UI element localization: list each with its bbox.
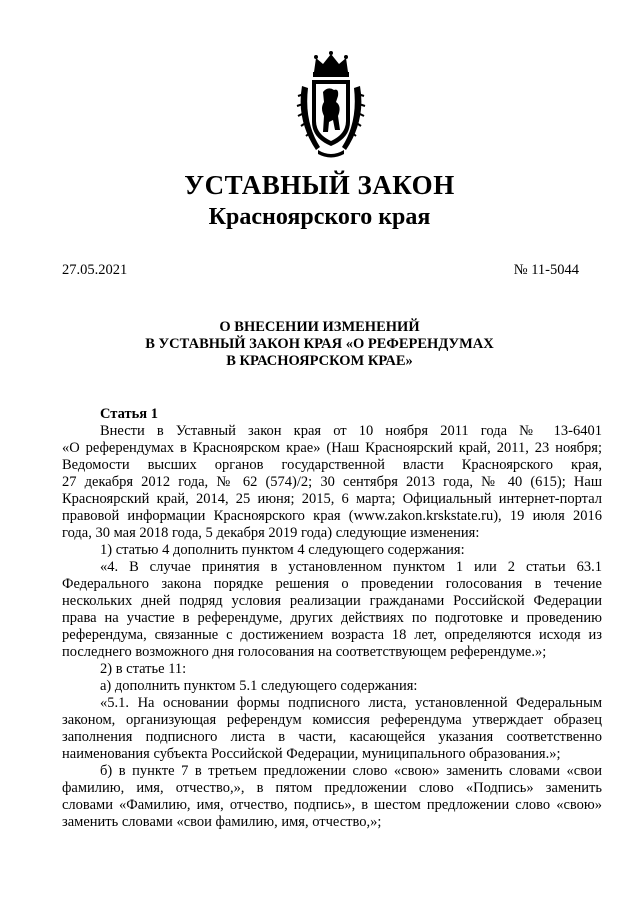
body-line: 2) в статье 11: (100, 661, 187, 677)
body-line: б) в пункте 7 в третьем предложении слово «свою» заменить словами «свои (100, 763, 602, 779)
body-line: 27 декабря 2012 года, № 62 (574)/2; 30 сентября 2013 года, № 40 (615); Наш (62, 474, 602, 490)
body-line: года, 30 мая 2018 года, 5 декабря 2019 года) следующие изменения: (62, 525, 480, 541)
title-line: О ВНЕСЕНИИ ИЗМЕНЕНИЙ (219, 319, 420, 335)
body-line: наименования субъекта Российской Федерации, муниципального образования.»; (62, 746, 561, 762)
title-line: В УСТАВНЫЙ ЗАКОН КРАЯ «О РЕФЕРЕНДУМАХ (145, 336, 494, 352)
law-type-heading: УСТАВНЫЙ ЗАКОН (184, 170, 455, 200)
document-title (0, 319, 639, 370)
body-line: а) дополнить пунктом 5.1 следующего содержания: (100, 678, 418, 694)
body-line: права на участие в референдуме, других действиях по подготовке и проведению (62, 610, 602, 626)
body-line: «5.1. На основании формы подписного листа, установленной Федеральным (100, 695, 602, 711)
article-heading: Статья 1 (100, 406, 158, 422)
body-line: Ведомости высших органов государственной власти Красноярского края, (62, 457, 602, 473)
body-line: правовой информации Красноярского края (www.zakon.krskstate.ru), 19 июля 2016 (62, 508, 602, 524)
law-date: 27.05.2021 (62, 262, 128, 278)
body-line: Внести в Уставный закон края от 10 ноября 2011 года № 13-6401 (100, 423, 602, 439)
body-line: законом, организующая референдум комиссия референдума утверждает образец (62, 712, 602, 728)
body-line: Красноярский край, 2014, 25 июня; 2015, 6 марта; Официальный интернет-портал (62, 491, 602, 507)
body-line: Федерального закона порядке решения о проведении голосования в течение (62, 576, 602, 592)
body-line: референдума, связанные с достижением возраста 18 лет, определяются исходя из (62, 627, 602, 643)
body-line: «4. В случае принятия в установленном пунктом 1 или 2 статьи 63.1 (100, 559, 602, 575)
region-heading: Красноярского края (208, 204, 431, 230)
law-number: № 11-5044 (513, 262, 579, 278)
title-line: В КРАСНОЯРСКОМ КРАЕ» (226, 353, 413, 369)
body-line: заменить словами «свои фамилию, имя, отчество,»; (62, 814, 382, 830)
body-line: 1) статью 4 дополнить пунктом 4 следующего содержания: (100, 542, 465, 558)
body-line: фамилию, имя, отчество,», в пятом предложении слово «Подпись» заменить (62, 780, 602, 796)
body-line: словами «Фамилию, имя, отчество, подпись», в шестом предложении слово «свою» (62, 797, 602, 813)
document-body (62, 406, 602, 831)
body-line: заполнения подписного листа в части, касающейся указания соответственно (62, 729, 602, 745)
body-line: последнего возможного дня голосования на соответствующем референдуме.»; (62, 644, 547, 660)
body-line: «О референдумах в Красноярском крае» (Наш Красноярский край, 2011, 23 ноября; (62, 440, 602, 456)
coat-of-arms-icon (292, 50, 370, 162)
body-line: нескольких дней подряд условия реализации гражданами Российской Федерации (62, 593, 602, 609)
